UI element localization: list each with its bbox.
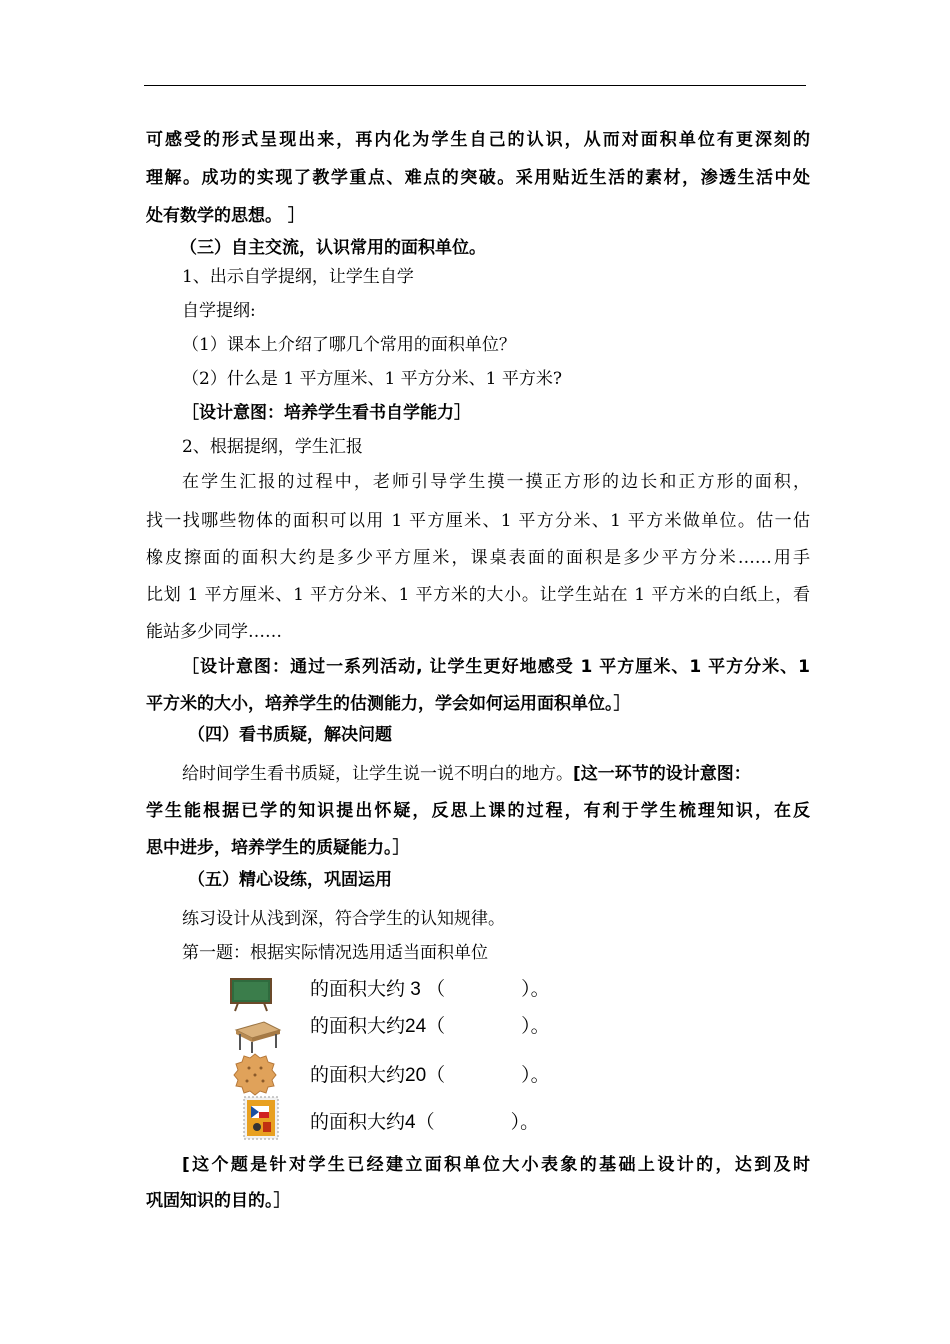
paragraph-text: 给时间学生看书质疑，让学生说一说不明白的地方。 (182, 764, 573, 784)
desk-icon (230, 1020, 282, 1054)
design-intent: 巩固知识的目的。］ (146, 1191, 291, 1211)
intent-text: ［设计意图：通过一系列活动, 让学生更好地感受 1 平方厘米、1 平方分米、1 (182, 657, 810, 677)
paragraph-line: 找一找哪些物体的面积可以用 1 平方厘米、1 平方分米、1 平方米做单位。估一估 (146, 511, 810, 531)
paragraph-line: 处有数学的思想。 ］ (146, 206, 305, 226)
step-1: 1、出示自学提纲，让学生自学 (182, 267, 414, 287)
step-2: 2、根据提纲，学生汇报 (182, 437, 363, 457)
section-heading-5: （五）精心设练，巩固运用 (188, 870, 392, 890)
header-rule (144, 85, 806, 86)
paragraph-line: 能站多少同学…… (146, 622, 282, 642)
paragraph-line (182, 759, 810, 784)
paragraph-line: 比划 1 平方厘米、1 平方分米、1 平方米的大小。让学生站在 1 平方米的白纸上，看 (146, 585, 810, 605)
paragraph-line: 思中进步，培养学生的质疑能力。］ (146, 838, 410, 858)
exercise-item: 的面积大约 3 （ ）。 (310, 979, 550, 1000)
question-2: （2）什么是 1 平方厘米、1 平方分米、1 平方米? (182, 369, 562, 389)
paragraph-line: 橡皮擦面的面积大约是多少平方厘米，课桌表面的面积是多少平方分米……用手 (146, 548, 810, 568)
design-intent: ［设计意图：培养学生看书自学能力］ (182, 403, 471, 423)
exercise-intro: 练习设计从浅到深，符合学生的认知规律。 (182, 909, 505, 929)
design-intent: 平方米的大小，培养学生的估测能力，学会如何运用面积单位。］ (146, 694, 631, 714)
paragraph-line (182, 467, 810, 492)
cookie-icon (232, 1052, 278, 1096)
paragraph-line: 可感受的形式呈现出来，再内化为学生自己的认识，从而对面积单位有更深刻的 (146, 130, 810, 150)
question-title: 第一题：根据实际情况选用适当面积单位 (182, 943, 488, 963)
blackboard-icon (230, 978, 272, 1012)
exercise-item: 的面积大约24（ ）。 (310, 1016, 550, 1037)
intent-text: [这个题是针对学生已经建立面积单位大小表象的基础上设计的，达到及时 (182, 1155, 810, 1175)
section-heading-3: （三）自主交流，认识常用的面积单位。 (180, 238, 486, 258)
paragraph-text: 在学生汇报的过程中，老师引导学生摸一摸正方形的边长和正方形的面积， (182, 472, 810, 492)
exercise-item: 的面积大约4（ ）。 (310, 1112, 540, 1133)
design-intent (182, 1150, 810, 1175)
intent-text: [这一环节的设计意图： (573, 764, 751, 784)
stamp-icon (243, 1096, 279, 1140)
exercise-item: 的面积大约20（ ）。 (310, 1065, 550, 1086)
question-1: （1）课本上介绍了哪几个常用的面积单位？ (182, 335, 516, 355)
paragraph-line: 学生能根据已学的知识提出怀疑，反思上课的过程，有利于学生梳理知识，在反 (146, 801, 810, 821)
paragraph-line: 理解。成功的实现了教学重点、难点的突破。采用贴近生活的素材，渗透生活中处 (146, 168, 810, 188)
section-heading-4: （四）看书质疑，解决问题 (188, 725, 392, 745)
design-intent (182, 652, 810, 677)
outline-label: 自学提纲: (182, 301, 256, 321)
